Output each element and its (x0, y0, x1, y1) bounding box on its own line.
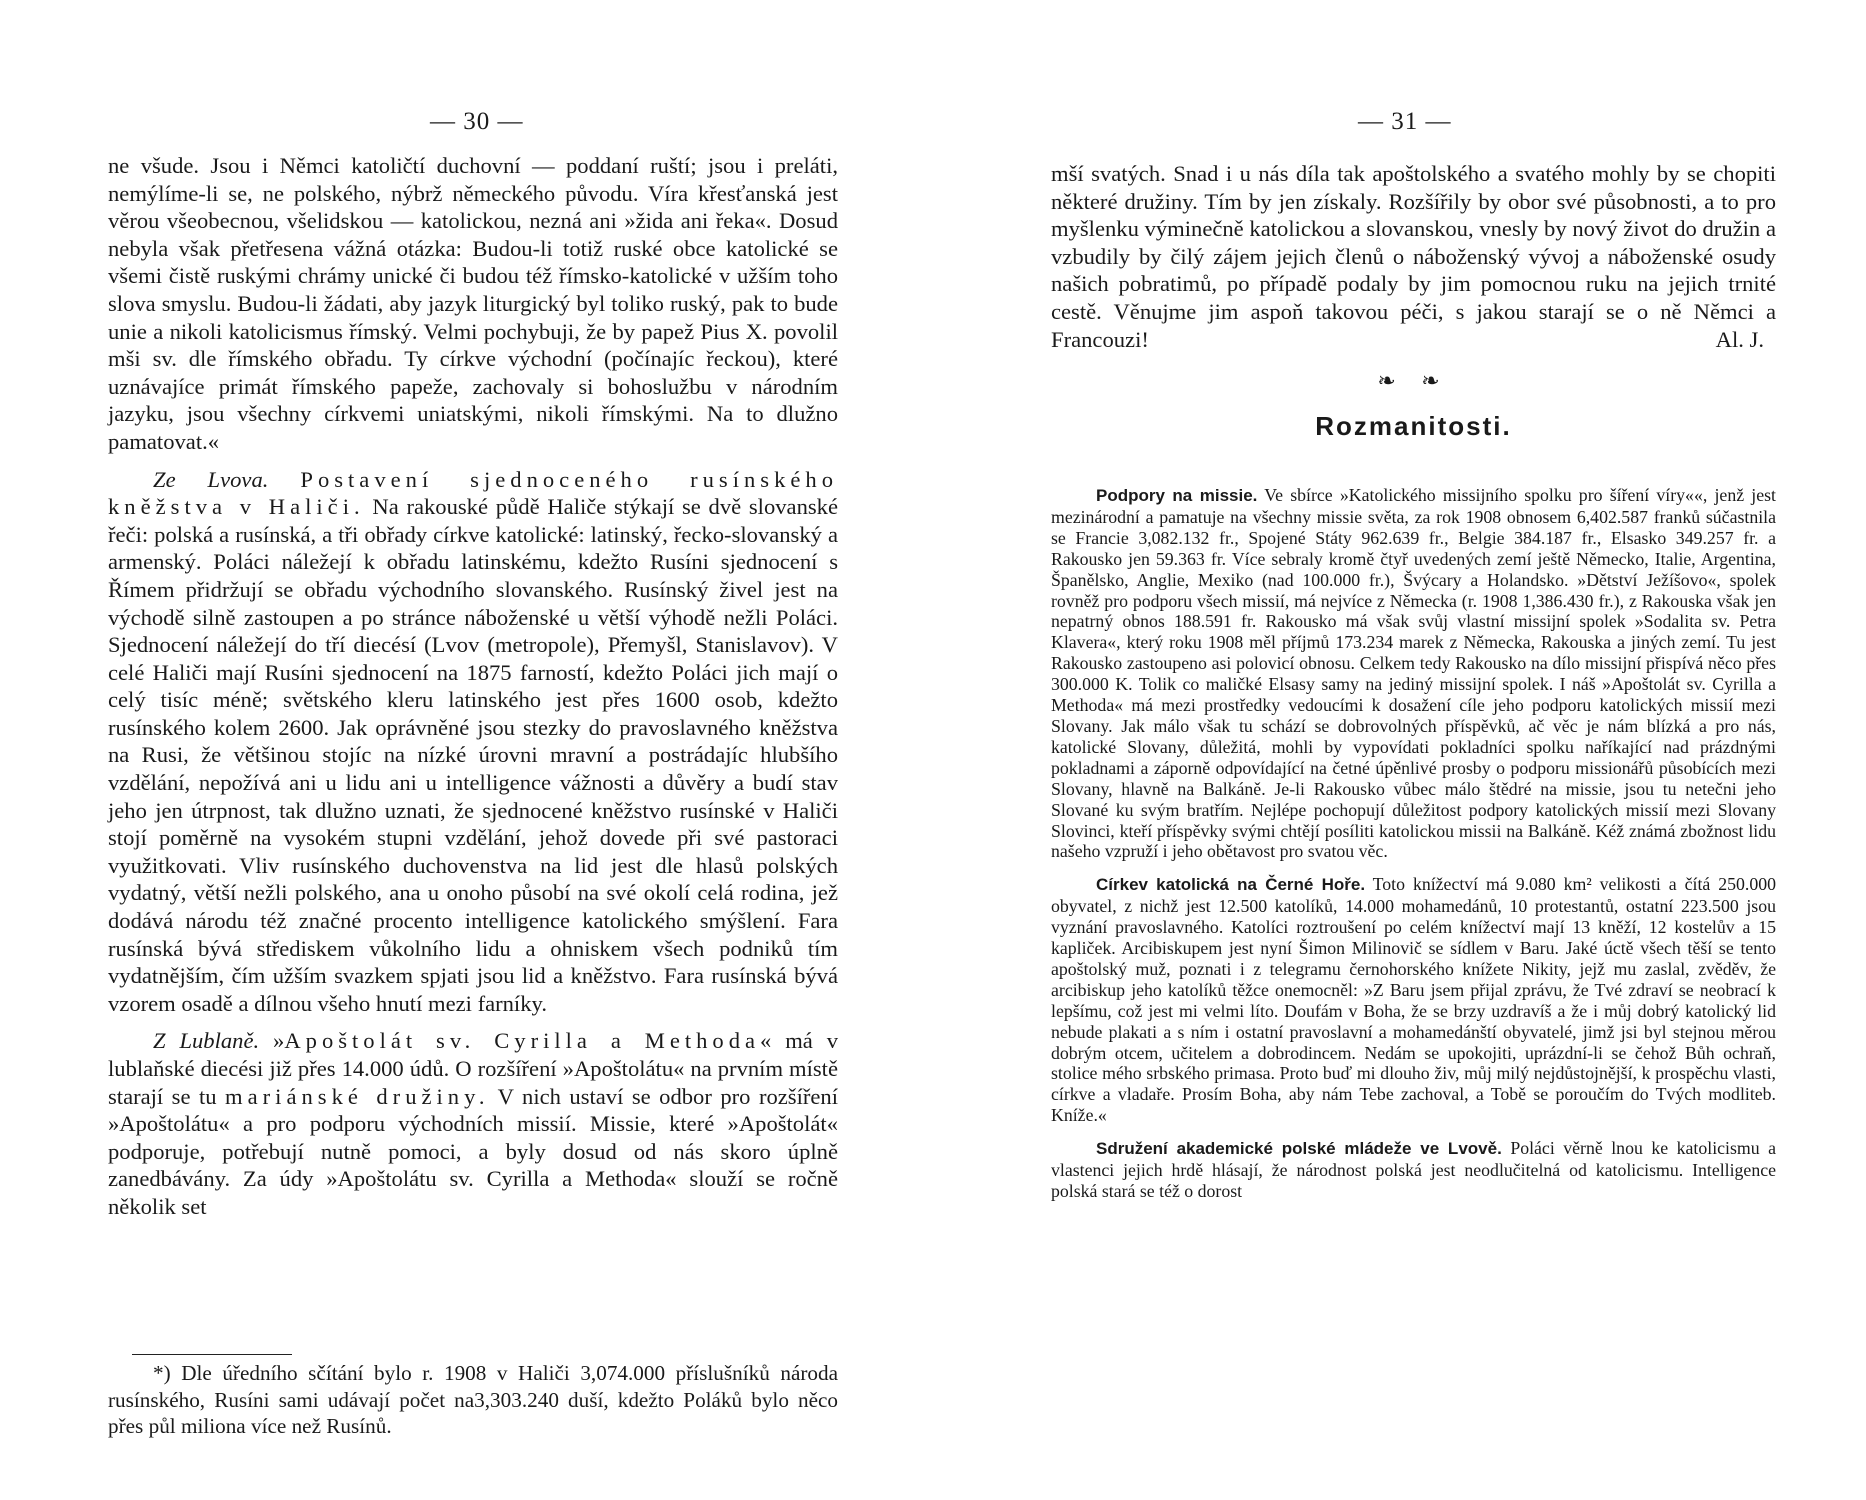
footnote-text: *) Dle úředního sčítání bylo r. 1908 v Haliči 3,074.000 příslušníků národa rusínského, Rusíni sami udávají počet na3,303.240 duší, kdežto Poláků bylo něco přes půl miliona více než Rusínů. (108, 1361, 838, 1438)
signature: Al. J. (1715, 326, 1764, 352)
lublan-text-1: » (273, 1028, 285, 1054)
place-heading-lvov: Ze Lvova. (153, 466, 269, 492)
footnote-rule (132, 1354, 292, 1355)
news-text: Poláci věrně lnou ke katolicismu a vlastenci jejich hrdě hlásají, že národnost polská jest neodlučitelná od katolicismu. Intelligence polská stará se též o dorost (1051, 1138, 1777, 1201)
news-text: Toto knížectví má 9.080 km² velikosti a čítá 250.000 obyvatel, z nichž jest 12.500 katolíků, 14.000 mohamedánů, 10 protestantů, ostatní 223.500 jsou vyznání pravoslavného. Katolíci roztroušení po celém knížectví mají 13 kněží, 12 kostelův a 15 kapliček. Arcibiskupem jest nyní Šimon Milinovič se sídlem v Baru. Jaké úctě všech těší se tento apoštolský muž, poznati i z telegramu černohorského knížete Nikity, jejž mu zaslal, zvěděv, že arcibiskup jeho katolíků těžce onemocněl: »Z Baru jsem přijal zprávu, že Tvé zdraví se neobrací k lepšímu, což jest mi velmi líto. Doufám v Boha, že se brzy uzdravíš a že i můj dobrý katolický lid nebude plakati a s ním i ostatní pravoslavní a mohamedánští obyvatelé, jimž jsi byl stejnou měrou dobrým otcem, učitelem a dobrodincem. Nedám se upokojiti, uprázdní-li se čehož Bůh ochraň, stolice mého srbského primasa. Proto buď mi dlouho živ, můj milý nejdůstojnější, k prospěchu vlasti, církve a vladaře. Prosím Boha, aby nám Tebe zachoval, a Tobě se poroučím do Tvých modliteb. Kníže.« (1051, 874, 1776, 1126)
page-number-right: — 31 — (1358, 108, 1452, 135)
intro-text: mší svatých. Snad i u nás díla tak apoštolského a svatého mohly by se chopiti některé družiny. Tím by jen získaly. Rozšířily by obor své působnosti, a to pro myšlenku výminečně katolickou a slovanskou, vnesly by nový život do družin a vzbudily by čilý zájem jejich členů o náboženský vývoj a náboženské osudy našich pobratimů, po případě podaly by jim pomocnou ruku na jejich trnité cestě. Věnujme jim aspoň takovou péči, s jakou starají se o ně Němci a Francouzi! (1051, 161, 1776, 352)
page-number-left: — 30 — (430, 108, 524, 135)
section-title: Rozmanitosti. (1315, 410, 1512, 441)
paragraph-continuation: ne všude. Jsou i Němci katoličtí duchovní — poddaní ruští; jsou i preláti, nemýlíme-li se, ne polského, nýbrž německého původu. Víra křesťanská jest věrou všeobecnou, všelidskou — katolickou, nezná ani »žida ani řeka«. Dosud nebyla však přetřesena vážná otázka: Budou-li totiž ruské obce katolické se všemi čistě ruskými chrámy unické či budou též římsko-katolické v užším toho slova smyslu. Budou-li žádati, aby jazyk liturgický byl toliko ruský, pak to bude unie a nikoli katolicismus římský. Velmi pochybuji, že by papež Pius X. povolil mši sv. dle římského obřadu. Ty církve východní (počínajíc řeckou), které uznávajíce primát římského papeže, zachovaly si bohoslužbu v národním jazyku, jsou všechny církvemi uniatskými, nikoli římskými. Na to dlužno pamatovat.« (108, 153, 838, 454)
footnote (108, 1360, 838, 1440)
news-title: Sdružení akademické polské mládeže ve Lvově. (1096, 1139, 1502, 1159)
paragraph-lvov (108, 466, 838, 1018)
article-heading-lvov: Postavení sjednoceného rusínského kněžstva v Haliči. (108, 466, 838, 520)
news-item (1051, 485, 1776, 862)
right-page (933, 0, 1866, 1500)
news-title: Církev katolická na Černé Hoře. (1096, 875, 1366, 895)
news-item (1051, 1138, 1776, 1202)
lublan-text-3: V nich ustaví se odbor pro rozšíření »Apoštolátu« a pro podporu východních missií. Missie, které »Apoštolát« podporuje, potřebují nutně pomoci, a byly dosud od nás skoro úplně zanedbávány. Za údy »Apoštolátu sv. Cyrilla a Methoda« slouží se ročně několik set (108, 1083, 838, 1219)
lublan-spaced-druziny: mariánské družiny. (225, 1083, 490, 1109)
news-title: Podpory na missie. (1096, 486, 1258, 505)
lublan-text-2: « má v lublaňské diecési již přes 14.000 údů. O rozšíření »Apoštolátu« na prvním místě starají se tu (108, 1028, 838, 1109)
news-column (1051, 485, 1776, 1202)
place-heading-lublan: Z Lublaně. (153, 1028, 260, 1054)
news-text: Ve sbírce »Katolického missijního spolku pro šíření víry««, jenž jest mezinárodní a pamatuje na všechny missie světa, za rok 1908 obnosem 6,402.587 franků súčastnila se Francie 3,082.132 fr., Spojené Státy 962.639 fr., Belgie 384.187 fr., Elsasko 349.257 fr. a Rakousko jen 59.363 fr. Více sebraly kromě čtyř uvedených zemí ještě Německo, Italie, Argentina, Španělsko, Anglie, Mexiko (nad 100.000 fr.), Švýcary a Holandsko. »Dětství Ježíšovo«, spolek rovněž pro podporu všech missií, má nejvíce z Německa (r. 1908 1,386.430 fr.), z Rakouska však jen nepatrný obnos 188.591 fr. Rakousko má však svůj vlastní missijní spolek »Sodalita sv. Petra Klavera«, který roku 1908 měl příjmů 173.234 marek z Německa, Rakouska a jiných zemí. Tu jest Rakousko zastoupeno asi polovicí obnosu. Celkem tedy Rakousko na dílo missijní přispívá něco přes 300.000 K. Tolik co maličké Elsasy samy na jediný missijní spolek. I náš »Apoštolát sv. Cyrilla a Methoda« má mezi prostředky vedoucími k dosažení cíle jeho podporu katolických missií mezi Slovany. Jak málo však tu schází se dobrovolných příspěvků, ač věc je nám blízká a pro nás, katolické Slovany, důležitá, mohli by vypovídati pokladníci spolku naříkající nad prázdnými pokladnami a záporně odpovídající na četné úpěnlivé prosby o podporu missionářů působících mezi Slovany, hlavně na Balkáně. Je-li Rakousko vůbec málo štědré na missie, jsou tu netečni jeho Slované ku svým bratřím. Nejlépe pochopují důležitost podpory katolických missií mezi Slovany Slovinci, kteří příspěvky svými chtějí posíliti katolickou missii na Balkáně. Kéž známá zbožnost lidu našeho vzpruží i jeho obětavost pro svatou věc. (1051, 485, 1776, 862)
paragraph-lublan (108, 1027, 838, 1220)
ornament-icon: ❧ ❧ (1377, 368, 1450, 394)
news-item (1051, 874, 1776, 1126)
paragraph-intro (1051, 160, 1776, 353)
lublan-spaced-apostolat: Apoštolát sv. Cyrilla a Methoda (284, 1028, 761, 1054)
right-intro-column (1051, 160, 1776, 462)
article-text-lvov: Na rakouské půdě Haliče stýkají se dvě slovanské řeči: polská a rusínská, a tři obřady církve katolické: latinský, řecko-slovanský a armenský. Poláci náležejí k obřadu latinskému, kdežto Rusíni sjednocení s Římem přidržují se obřadu východního slovanského. Rusínský živel jest na východě silně zastoupen a po stránce náboženské u větší výhodě nežli Poláci. Sjednocení náležejí do tří diecésí (Lvov (metropole), Přemyšl, Stanislavov). V celé Haliči mají Rusíni sjednocení na 1875 farností, kdežto Poláci jich mají o celý tisíc méně; světského kleru latinského jest přes 1600 osob, kdežto rusínského kolem 2600. Jak oprávněné jsou stezky do pravoslavného kněžstva na Rusi, že většinou stojíc na nízké úrovni mravní a postrádajíc hlubšího vzdělání, nepožívá ani u lidu ani u intelligence vážnosti a důvěry a budí stav jeho jen útrpnost, tak dlužno uznati, že sjednocené kněžstvo rusínské v Haliči stojí poměrně na vysokém stupni vzdělání, jehož dovede při své pastoraci využitkovati. Vliv rusínského duchovenstva na lid jest dle hlasů polských vydatný, větší nežli polského, ana u onoho působí na své okolí celá rodina, jež dodává národu též značné procento intelligence katolického smýšlení. Fara rusínská bývá střediskem vůkolního lidu a ohniskem všech podniků tím vydatnějším, čím užším svazkem spjati jsou lid a kněžstvo. Fara rusínská bývá vzorem osadě a dílnou všeho hnutí mezi farníky. (108, 494, 838, 1016)
left-column (108, 152, 838, 1221)
